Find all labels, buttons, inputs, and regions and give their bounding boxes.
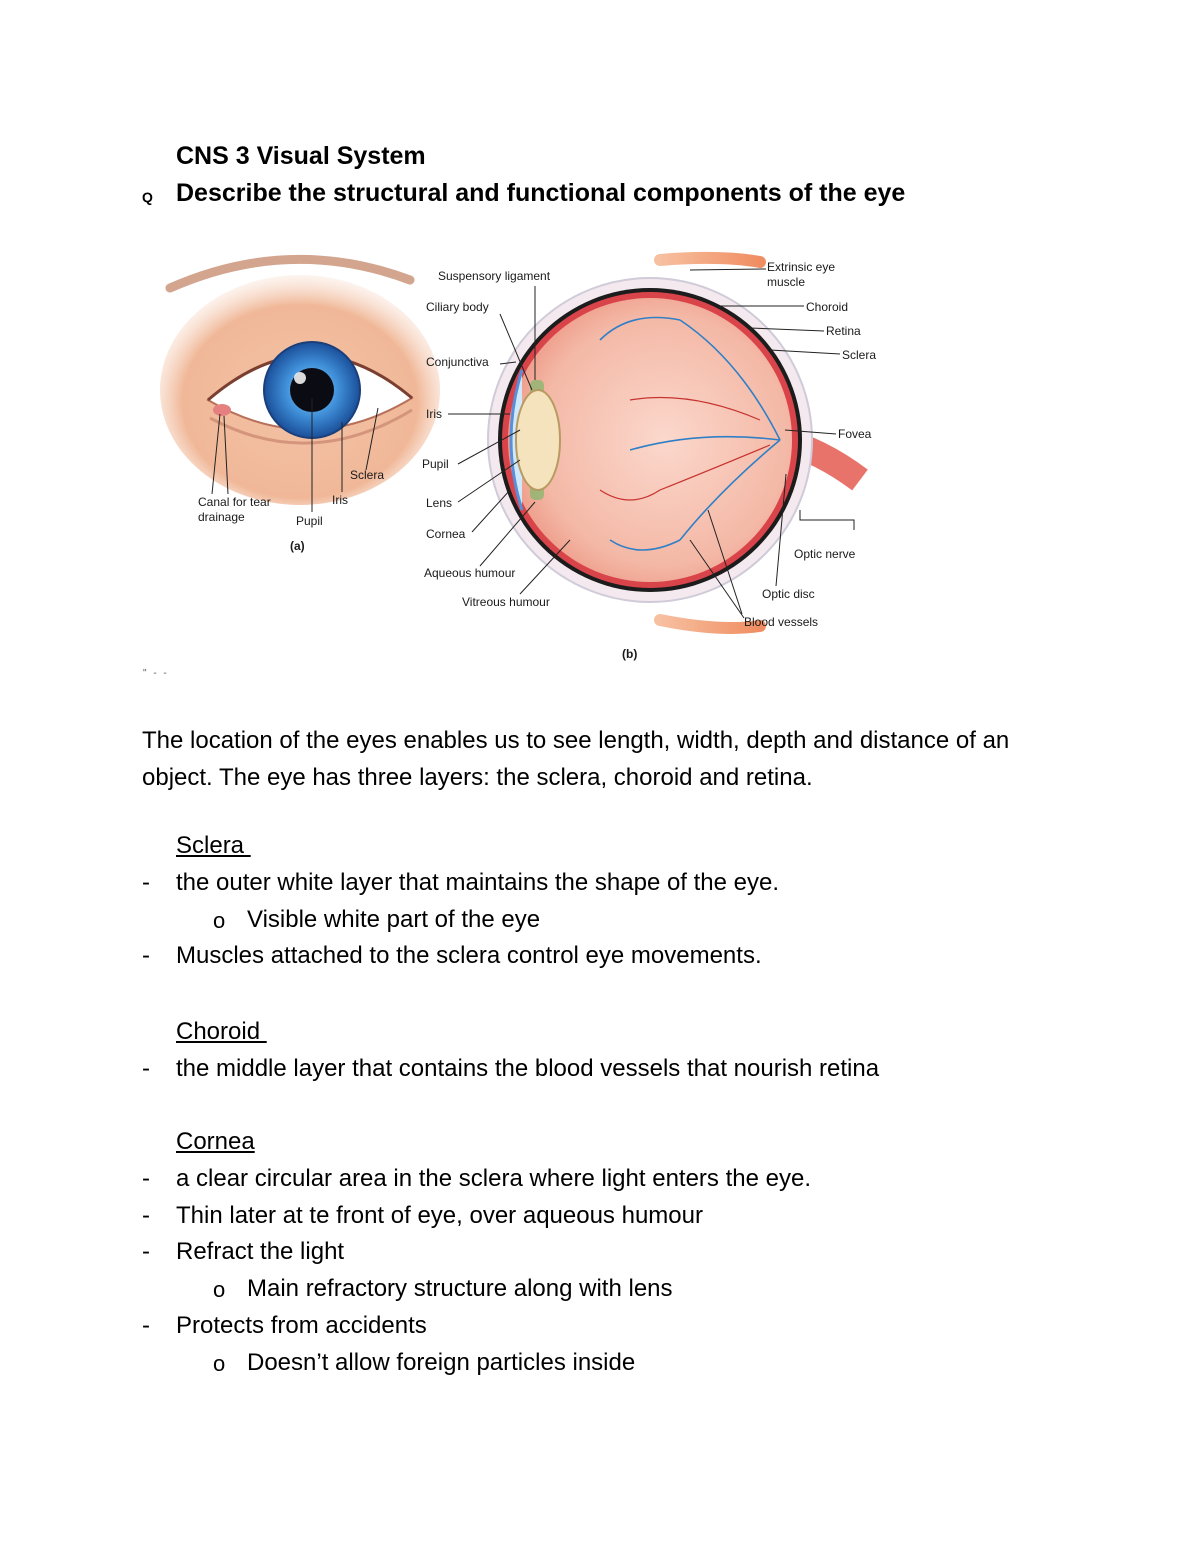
- caption-a: (a): [290, 539, 305, 553]
- bullet-item: Refract the light: [176, 1238, 345, 1266]
- bullet-item: a clear circular area in the sclera where light enters the eye.: [176, 1164, 811, 1192]
- label-fovea: Fovea: [838, 427, 872, 441]
- sub-bullet-item: Visible white part of the eye: [247, 905, 541, 933]
- label-extrinsic-line1: Extrinsic eye: [767, 260, 836, 274]
- label-optic-nerve: Optic nerve: [794, 547, 856, 561]
- svg-text:drainage: [198, 510, 245, 524]
- bullet-dash-marker: -: [142, 1238, 150, 1266]
- bullet-item: the middle layer that contains the blood vessels that nourish retina: [176, 1054, 880, 1082]
- label-canal-line1: Canal for tear: [198, 495, 271, 509]
- label-a-sclera: Sclera: [350, 468, 385, 482]
- label-retina: Retina: [826, 324, 861, 338]
- section-heading: Sclera: [176, 832, 251, 859]
- label-canal-line2: drainage: [198, 510, 245, 524]
- label-choroid: Choroid: [806, 300, 849, 314]
- label-vitreous-humour: Vitreous humour: [462, 595, 550, 609]
- sub-bullet-item: Doesn’t allow foreign particles inside: [247, 1348, 636, 1376]
- label-conjunctiva: Conjunctiva: [426, 355, 489, 369]
- page-title: CNS 3 Visual System: [176, 142, 426, 170]
- label-a-pupil: Pupil: [296, 514, 323, 528]
- label-b-sclera: Sclera: [842, 348, 877, 362]
- bullet-dash-marker: -: [142, 1312, 150, 1339]
- label-blood-vessels: Blood vessels: [744, 615, 819, 629]
- external-eye-panel: [160, 259, 440, 505]
- bullet-item: the outer white layer that maintains the shape of the eye.: [176, 868, 780, 896]
- label-lens: Lens: [426, 496, 453, 510]
- label-b-pupil: Pupil: [422, 457, 449, 471]
- section-heading: Choroid: [176, 1018, 267, 1045]
- stray-mark: " - -: [143, 668, 169, 679]
- bullet-dash-marker: -: [142, 942, 150, 970]
- svg-text:Canal for tear: [198, 495, 271, 509]
- bullet-dash-marker: -: [142, 1201, 150, 1229]
- label-b-iris: Iris: [426, 407, 442, 421]
- bullet-dash-marker: -: [142, 1054, 150, 1082]
- svg-text:Extrinsic eye: [767, 260, 835, 274]
- svg-text:muscle: [767, 275, 805, 289]
- sub-bullet-marker: o: [213, 907, 226, 933]
- intro-paragraph: The location of the eyes enables us to see length, width, depth and distance of an object. The eye has three layers: the sclera, choroid and retina.: [142, 727, 1010, 791]
- label-cornea: Cornea: [426, 527, 466, 541]
- bullet-item: Muscles attached to the sclera control eye movements.: [176, 942, 762, 970]
- label-extrinsic-line2: muscle: [767, 275, 806, 289]
- label-suspensory-ligament: Suspensory ligament: [438, 269, 551, 283]
- sub-bullet-marker: o: [213, 1277, 226, 1303]
- section-heading: Cornea: [176, 1128, 255, 1155]
- question-marker: Q: [142, 189, 153, 205]
- sub-bullet-marker: o: [213, 1350, 226, 1376]
- bullet-item: Thin later at te front of eye, over aqueous humour: [176, 1201, 703, 1229]
- question-heading: Describe the structural and functional components of the eye: [176, 179, 906, 207]
- caption-b: (b): [622, 647, 638, 661]
- label-ciliary-body: Ciliary body: [426, 300, 489, 314]
- sub-bullet-item: Main refractory structure along with lens: [247, 1275, 673, 1303]
- bullet-dash-marker: -: [142, 868, 150, 896]
- bullet-item: Protects from accidents: [176, 1312, 427, 1339]
- label-a-iris: Iris: [332, 493, 348, 507]
- bullet-dash-marker: -: [142, 1164, 150, 1192]
- label-optic-disc: Optic disc: [762, 587, 815, 601]
- label-aqueous-humour: Aqueous humour: [424, 566, 516, 580]
- cross-section-panel: [488, 258, 860, 628]
- eye-anatomy-figure: [160, 240, 880, 670]
